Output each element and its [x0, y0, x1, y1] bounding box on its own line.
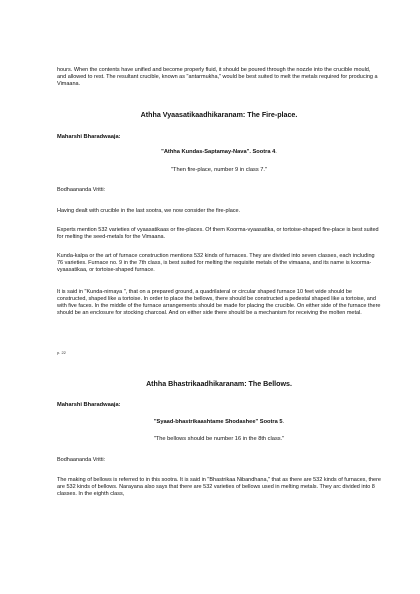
page-number: p. 22 — [57, 350, 66, 355]
sootra-line: "Athha Kundas-Saptamay-Nava". Sootra 4. — [161, 149, 277, 155]
vritti-label: Bodhaananda Vritti: — [57, 457, 106, 463]
sootra-number: Sootra 5 — [259, 419, 283, 425]
speaker-name: Maharshi Bharadwaaja — [57, 402, 119, 408]
paragraph: Experts mention 532 varieties of vyaasatikaas or fire-places. Of them Koorma-vyaasatika, or tortoise-shaped fire-place is best suited for melting the seed-metals for the Vimaana. — [57, 227, 379, 241]
speaker-label: Maharshi Bharadwaaja: — [57, 134, 121, 140]
paragraph: Having dealt with crucible in the last sootra, we now consider the fire-place. — [57, 208, 241, 214]
paragraph: It is said in "Kunda-nirnaya ", that on a prepared ground, a quadrilateral or circular shaped furnace 10 feet wide should be constructed, shaped like a tortoise. In order to place the bellows, there should be constructed a pedestal shaped like a tortoise, and with five faces. In the middle of the furnace arrangements should be made for placing the crucible. On either side of the furnace there should be an enclosure for stocking charcoal. And on either side there should be a mechanism for receiving the molten metal. — [57, 289, 381, 317]
sootra-number: Sootra 4 — [252, 149, 276, 155]
section-title-fire-place: Athha Vyaasatikaadhikaranam: The Fire-place. — [140, 111, 298, 119]
section-title-bellows: Athha Bhastrikaadhikaranam: The Bellows. — [146, 380, 292, 388]
sootra-name: "Syaad-bhastrikaashtame Shodashee" — [153, 419, 259, 425]
paragraph: Kunda-kalpa or the art of furnace construction mentions 532 kinds of furnaces. They are divided into seven classes, each including 76 varieties. Furnace no. 9 in the 7th class, is best suited for melting the requisite metals of the vimaana, and its name is koorma-vyaasatikaa, or tortoise-shaped furnace. — [57, 253, 375, 274]
sootra-quote: "The bellows should be number 16 in the 8th class." — [153, 436, 285, 442]
speaker-name: Maharshi Bharadwaaja — [57, 134, 119, 140]
speaker-label: Maharshi Bharadwaaja: — [57, 402, 121, 408]
sootra-name: "Athha Kundas-Saptamay-Nava". — [161, 149, 251, 155]
paragraph: The making of bellows is referred to in this sootra. It is said in "Bhastrikaa Nibandhana," that as there are 532 kinds of furnaces, there are 532 kinds of bellows. Narayana also says that there are 532 varieties of bellows used in melting metals. They arc divided into 8 classes. In the eighth class, — [57, 477, 381, 498]
vritti-label: Bodhaananda Vritti: — [57, 187, 106, 193]
sootra-quote: "Then fire-place, number 9 in class 7." — [170, 167, 268, 173]
sootra-line: "Syaad-bhastrikaashtame Shodashee" Sootra 5. — [153, 419, 285, 425]
intro-paragraph: hours. When the contents have unified and become properly fluid, it should be poured through the nozzle into the crucible mould, and allowed to rest. The resultant crucible, known as "antarmukha," would be best suited to melt the metals required for producing a Vimaana. — [57, 67, 378, 88]
